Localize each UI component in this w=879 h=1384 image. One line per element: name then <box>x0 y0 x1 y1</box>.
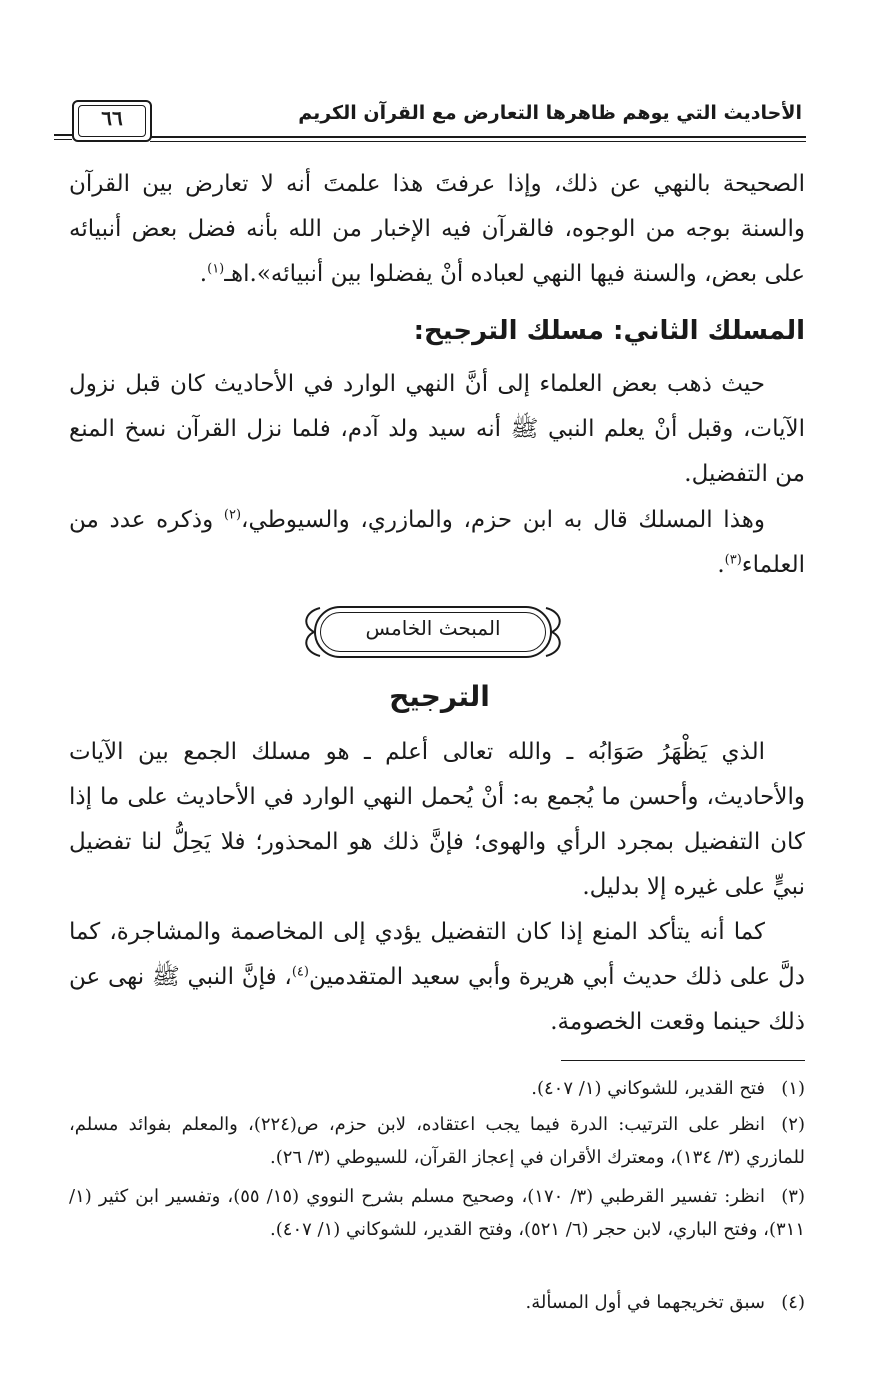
header-left-rule-thin <box>54 139 72 140</box>
footnote-separator <box>561 1060 805 1061</box>
paragraph-3-text-b: وذكره عدد من العلماء <box>69 507 805 578</box>
footnote-2-number: (٢) <box>781 1114 805 1135</box>
paragraph-5-text-a: كما أنه يتأكد المنع إذا كان التفضيل يؤدي إلى المخاصمة والمشاجرة، كما دلَّ على ذلك حديث أبي هريرة وأبي سعيد المتقدمين <box>69 919 806 990</box>
footnote-1-number: (١) <box>781 1078 805 1099</box>
paragraph-5-text-b: ، فإنَّ النبي ﷺ نهى عن ذلك حينما وقعت الخصومة. <box>69 964 805 1035</box>
footnote-3 <box>69 1180 805 1246</box>
footnote-1 <box>69 1072 805 1105</box>
running-title: الأحاديث التي يوهم ظاهرها التعارض مع القرآن الكريم <box>298 102 802 124</box>
footnote-ref-1[interactable]: (١) <box>207 261 225 277</box>
page-header <box>62 96 806 152</box>
header-left-rule <box>54 134 72 136</box>
footnote-4-text: سبق تخريجهما في أول المسألة. <box>525 1292 765 1313</box>
paragraph-3 <box>69 498 805 588</box>
paragraph-2: حيث ذهب بعض العلماء إلى أنَّ النهي الوارد في الأحاديث كان قبل نزول الآيات، وقبل أنْ يعلم النبي ﷺ أنه سيد ولد آدم، فلما نزل القرآن نسخ المنع من التفضيل. <box>69 371 805 487</box>
paragraph-1-end: . <box>199 261 208 287</box>
section-badge-label: المبحث الخامس <box>365 616 501 640</box>
footnote-ref-2[interactable]: (٢) <box>223 507 242 523</box>
footnote-2 <box>69 1108 805 1174</box>
footnote-ref-4[interactable]: (٤) <box>291 964 309 980</box>
page-number-frame <box>72 100 152 142</box>
footnote-3-number: (٣) <box>781 1186 805 1207</box>
subheading-second-approach: المسلك الثاني: مسلك الترجيح: <box>413 316 805 346</box>
paragraph-1 <box>69 162 805 297</box>
page-number: ٦٦ <box>101 106 123 130</box>
footnote-1-text: فتح القدير، للشوكاني (١/ ٤٠٧). <box>531 1078 765 1099</box>
paragraph-1-text: الصحيحة بالنهي عن ذلك، وإذا عرفتَ هذا علمتَ أنه لا تعارض بين القرآن والسنة بوجه من الوجوه، فالقرآن فيه الإخبار من الله بأنه فضل بعض أنبيائه على بعض، والسنة فيها النهي لعباده أنْ يفضلوا بين أنبيائه».اهـ <box>69 171 805 287</box>
paragraph-5 <box>69 910 805 1045</box>
paragraph-3-end: . <box>717 552 725 578</box>
footnote-ref-3[interactable]: (٣) <box>724 552 742 568</box>
footnote-3-text: انظر: تفسير القرطبي (٣/ ١٧٠)، وصحيح مسلم بشرح النووي (١٥/ ٥٥)، وتفسير ابن كثير (١/ ٣١١)، وفتح الباري، لابن حجر (٦/ ٥٢١)، وفتح القدير، للشوكاني (١/ ٤٠٧). <box>69 1186 805 1240</box>
header-rule <box>150 136 806 138</box>
footnote-2-text: انظر على الترتيب: الدرة فيما يجب اعتقاده، لابن حزم، ص(٢٢٤)، والمعلم بفوائد مسلم، للمازري (٣/ ١٣٤)، ومعترك الأقران في إعجاز القرآن، للسيوطي (٣/ ٢٦). <box>69 1114 805 1168</box>
footnote-4 <box>69 1286 805 1319</box>
section-title: الترجيح <box>389 680 490 713</box>
section-badge <box>300 604 566 660</box>
header-rule-thin <box>150 141 806 142</box>
paragraph-3-text-a: وهذا المسلك قال به ابن حزم، والمازري، والسيوطي، <box>241 507 765 533</box>
paragraph-4: الذي يَظْهَرُ صَوَابُه ـ والله تعالى أعلم ـ هو مسلك الجمع بين الآيات والأحاديث، وأحسن ما يُجمع به: أنْ يُحمل النهي الوارد في الأحاديث على ما إذا كان التفضيل بمجرد الرأي والهوى؛ فإنَّ ذلك هو المحذور؛ فلا يَحِلُّ لنا تفضيل نبيٍّ على غيره إلا بدليل. <box>69 739 805 900</box>
footnote-4-number: (٤) <box>781 1292 805 1313</box>
